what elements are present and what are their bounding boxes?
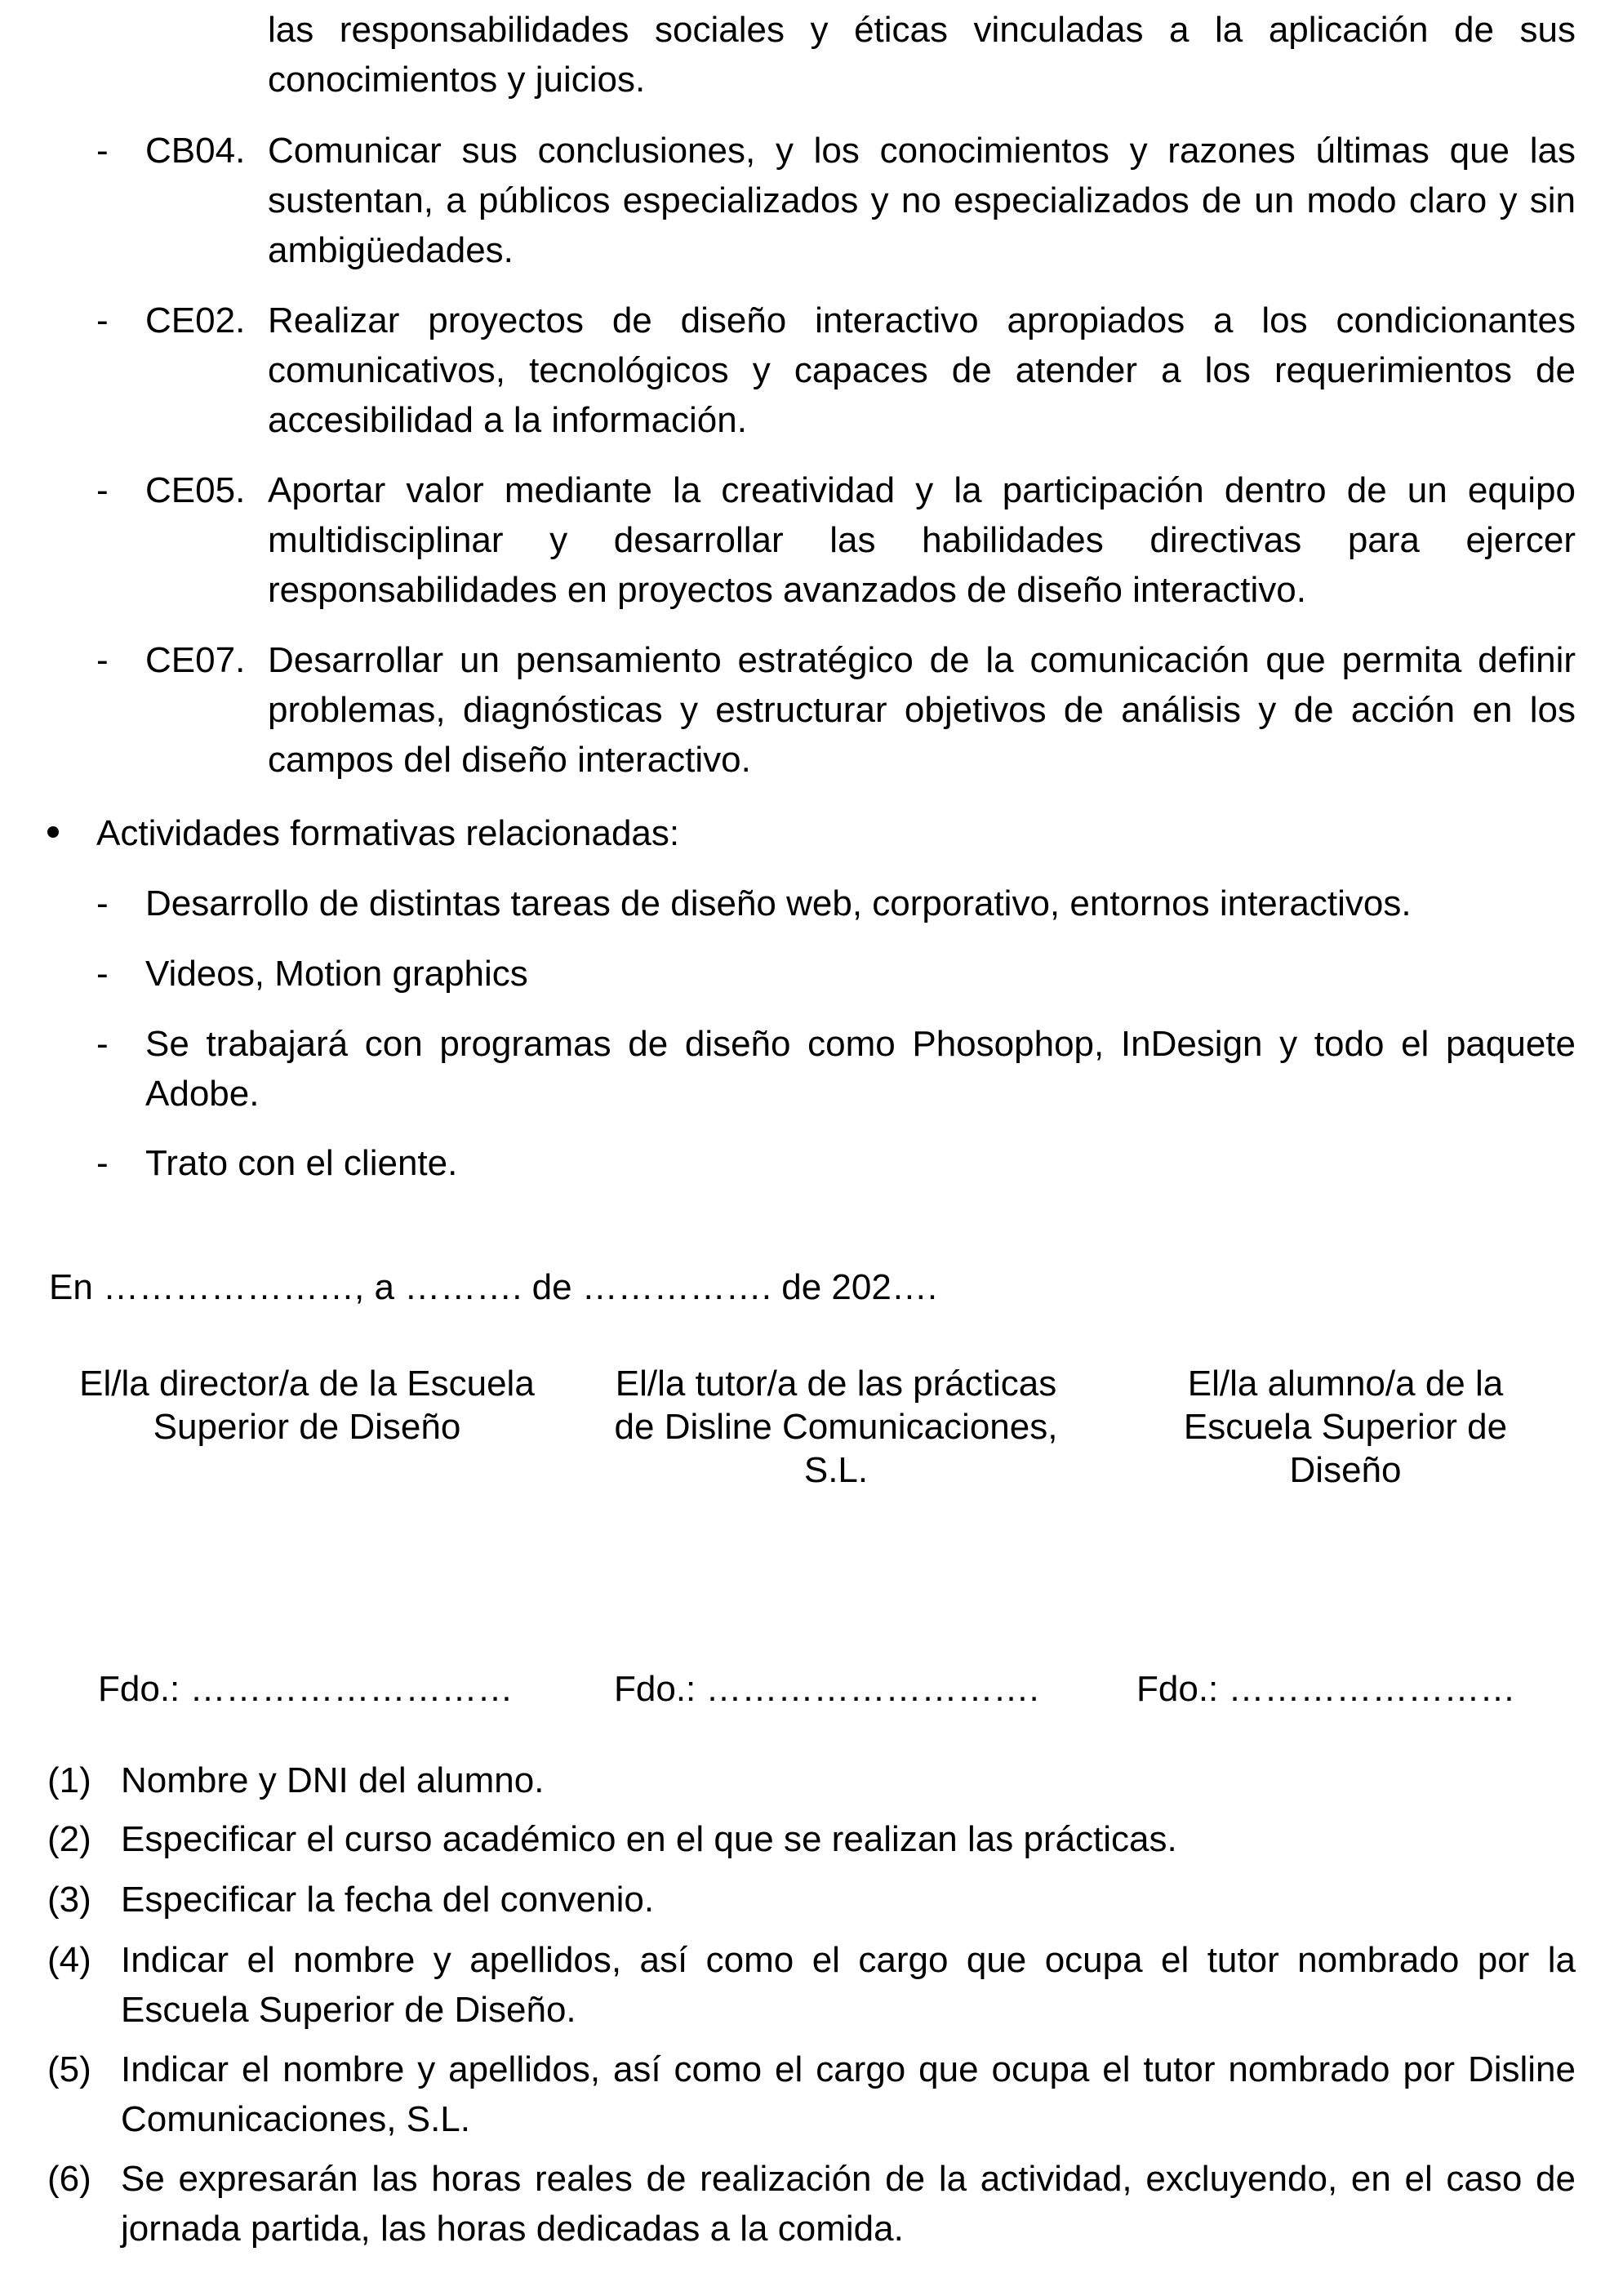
competence-code: CE05. [145,470,246,510]
date-line: En …………………, a ………. de ……………. de 202…. [49,1267,938,1307]
activity-text: Desarrollo de distintas tareas de diseño web, corporativo, entornos interactivos. [145,883,1412,923]
competence-text: Realizar proyectos de diseño interactivo apropiados a los condicionantes comunicativos, tecnológicos y capaces de atender a los requerimientos de accesibilidad a la información. [268,300,1576,440]
activity-text: Videos, Motion graphics [145,954,528,994]
list-dash: - [96,954,109,994]
signature-director-title: El/la director/a de la Escuela Superior de Diseño [79,1364,535,1447]
footnote-text: Especificar el curso académico en el que se realizan las prácticas. [121,1819,1177,1859]
competence-code: CE02. [145,300,246,340]
footnote-number: (5) [47,2049,91,2089]
signature-student-title: El/la alumno/a de la Escuela Superior de Diseño [1183,1364,1508,1490]
list-dash: - [96,131,109,171]
competence-text: Comunicar sus conclusiones, y los conocimientos y razones últimas que las sustentan, a públicos especializados y no especializados de un modo claro y sin ambigüedades. [268,131,1576,270]
competence-text: Aportar valor mediante la creatividad y la participación dentro de un equipo multidisciplinar y desarrollar las habilidades directivas para ejercer responsabilidades en proyectos avanzados de diseño interactivo. [268,470,1576,610]
competence-code: CE07. [145,640,246,680]
bullet-icon [47,826,59,838]
signature-student-line: Fdo.: …………………… [1136,1669,1516,1709]
footnote-text: Especificar la fecha del convenio. [121,1880,655,1920]
activity-text: Se trabajará con programas de diseño como Phosophop, InDesign y todo el paquete Adobe. [145,1024,1576,1114]
list-dash: - [96,1024,109,1064]
footnote-text: Nombre y DNI del alumno. [121,1760,545,1800]
footnote-number: (2) [47,1819,91,1859]
list-dash: - [96,470,109,510]
list-dash: - [96,883,109,923]
footnote-text: Se expresarán las horas reales de realización de la actividad, excluyendo, en el caso de jornada partida, las horas dedicadas a la comida. [121,2159,1576,2249]
competence-code: CB04. [145,131,246,171]
footnote-number: (1) [47,1760,91,1800]
activity-text: Trato con el cliente. [145,1143,458,1183]
activities-heading-label: Actividades formativas relacionadas: [96,813,680,853]
competence-continuation: las responsabilidades sociales y éticas vinculadas a la aplicación de sus conocimientos y juicios. [268,10,1576,100]
signature-tutor-line: Fdo.: ………………………. [614,1669,1039,1709]
footnote-number: (3) [47,1880,91,1920]
signature-tutor-title: El/la tutor/a de las prácticas de Disline Comunicaciones, S.L. [614,1364,1058,1490]
footnote-text: Indicar el nombre y apellidos, así como el cargo que ocupa el tutor nombrado por Disline Comunicaciones, S.L. [121,2049,1576,2139]
signature-director-line: Fdo.: ……………………… [98,1669,514,1709]
competence-text: Desarrollar un pensamiento estratégico de la comunicación que permita definir problemas, diagnósticas y estructurar objetivos de análisis y de acción en los campos del diseño interactivo. [268,640,1576,780]
footnote-text: Indicar el nombre y apellidos, así como el cargo que ocupa el tutor nombrado por la Escuela Superior de Diseño. [121,1940,1576,2030]
list-dash: - [96,1143,109,1183]
footnote-number: (6) [47,2159,91,2199]
footnote-number: (4) [47,1940,91,1980]
list-dash: - [96,640,109,680]
list-dash: - [96,300,109,340]
